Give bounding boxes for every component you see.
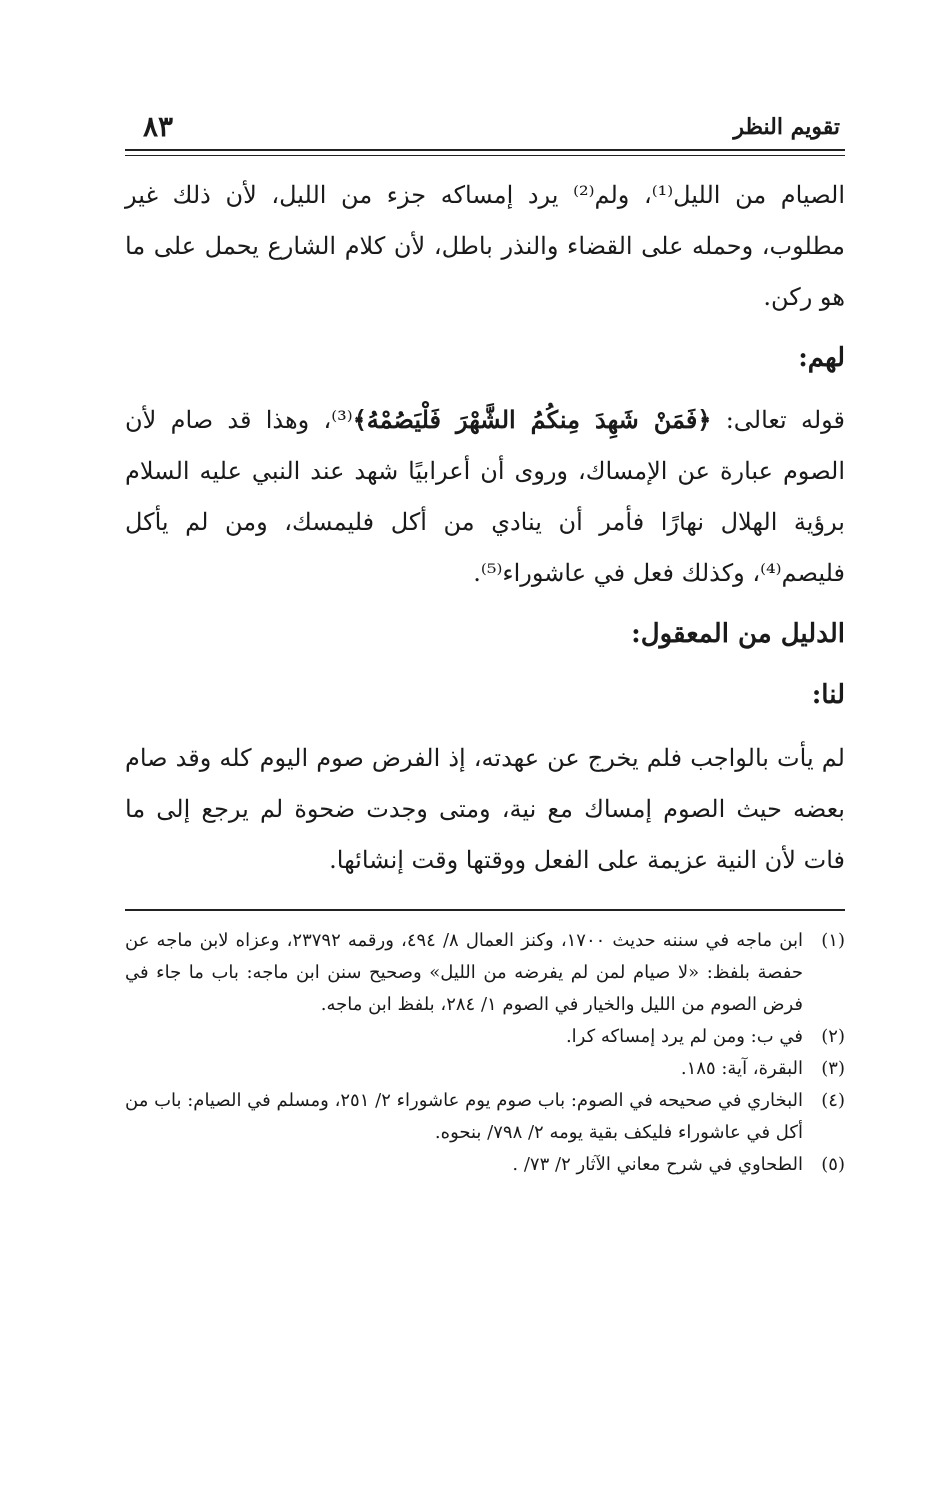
footnote-number: (٣) xyxy=(821,1058,845,1079)
footnotes xyxy=(125,925,845,1181)
footnote-5 xyxy=(125,1149,845,1181)
footnote-text: في ب: ومن لم يرد إمساكه كرا. xyxy=(565,1026,803,1047)
paragraph-2-intro: قوله تعالى: xyxy=(711,406,845,434)
heading-lahum: لهم: xyxy=(798,343,845,373)
running-title: تقويم النظر xyxy=(733,114,840,140)
footnote-text: الطحاوي في شرح معاني الآثار ٢/ ٧٣/ . xyxy=(512,1154,803,1175)
heading-lana: لنا: xyxy=(811,680,845,710)
footnote-1 xyxy=(125,925,845,1021)
paragraph-2 xyxy=(125,394,845,599)
paragraph-3: لم يأت بالواجب فلم يخرج عن عهدته، إذ الفرض صوم اليوم كله وقد صام بعضه حيث الصوم إمساك مع نية، ومتى وجدت ضحوة لم يرجع إلى ما فات لأن النية عزيمة على الفعل ووقتها وقت إنشائها. xyxy=(125,744,845,874)
paragraph-1: الصيام من الليل⁽¹⁾، ولم⁽²⁾ يرد إمساكه جزء من الليل، لأن ذلك غير مطلوب، وحمله على القضاء والنذر باطل، لأن كلام الشارع يحمل على ما هو ركن. xyxy=(125,181,845,311)
footnote-text: ابن ماجه في سننه حديث ١٧٠٠، وكنز العمال ٨/ ٤٩٤، ورقمه ٢٣٧٩٢، وعزاه لابن ماجه عن حفصة بلفظ: «لا صيام لمن لم يفرضه من الليل» وصحيح سنن ابن ماجه: باب ما جاء في فرض الصوم من الليل والخيار في الصوم ١/ ٢٨٤، بلفظ ابن ماجه. xyxy=(125,930,803,1015)
footnote-number: (١) xyxy=(821,930,845,951)
footnote-number: (٥) xyxy=(821,1154,845,1175)
footnote-number: (٤) xyxy=(821,1090,845,1111)
footnote-4 xyxy=(125,1085,845,1149)
quran-verse: ﴿فَمَنْ شَهِدَ مِنكُمُ الشَّهْرَ فَلْيَصُمْهُ﴾ xyxy=(352,405,712,434)
footnote-number: (٢) xyxy=(821,1026,845,1047)
footnote-3 xyxy=(125,1053,845,1085)
footnote-text: البقرة، آية: ١٨٥. xyxy=(680,1058,803,1079)
main-text xyxy=(125,170,845,886)
page-header xyxy=(125,106,840,148)
footnote-text: البخاري في صحيحه في الصوم: باب صوم يوم عاشوراء ٢/ ٢٥١، ومسلم في الصيام: باب من أكل في عاشوراء فليكف بقية يومه ٢/ ٧٩٨/ بنحوه. xyxy=(125,1090,803,1143)
header-rule xyxy=(125,149,845,156)
footnote-rule xyxy=(125,909,845,911)
page-number: ٨٣ xyxy=(143,110,174,143)
heading-dalil-maqul: الدليل من المعقول: xyxy=(631,619,845,649)
paragraph-2-rest: ⁽³⁾، وهذا قد صام لأن الصوم عبارة عن الإمساك، وروى أن أعرابيًا شهد عند النبي عليه السلام برؤية الهلال نهارًا فأمر أن ينادي من أكل فليمسك، ومن لم يأكل فليصم⁽⁴⁾، وكذلك فعل في عاشوراء⁽⁵⁾. xyxy=(125,406,845,587)
footnote-2 xyxy=(125,1021,845,1053)
